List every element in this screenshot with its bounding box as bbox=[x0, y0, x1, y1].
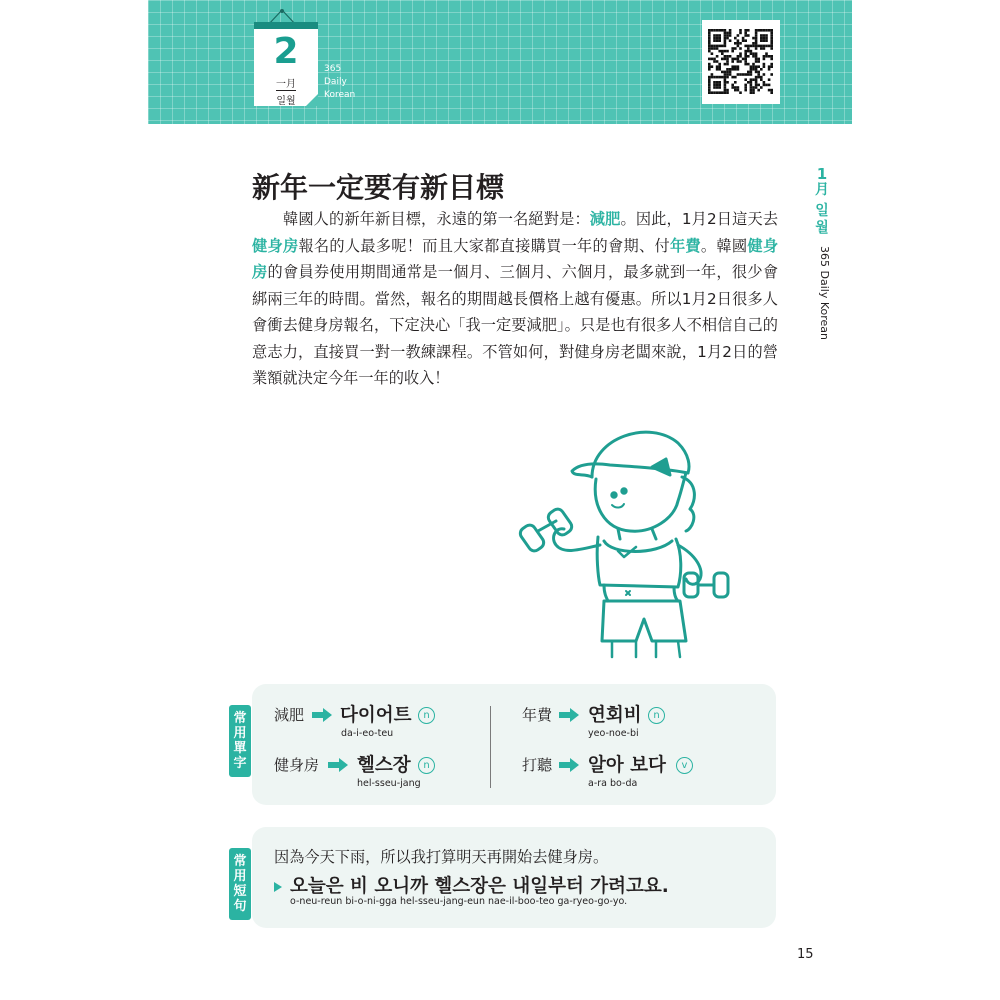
calendar-weekday: 일월 bbox=[276, 96, 296, 107]
vocab-box bbox=[252, 684, 776, 805]
vocab-korean: 다이어트 bbox=[340, 705, 412, 726]
calendar-page-fold bbox=[306, 94, 318, 106]
calendar-divider bbox=[276, 90, 296, 91]
vocab-chinese: 減肥 bbox=[274, 706, 305, 724]
calendar-icon bbox=[254, 22, 318, 106]
arrow-right-icon bbox=[558, 758, 580, 772]
qr-code[interactable] bbox=[702, 20, 780, 104]
vocab-tag bbox=[229, 705, 251, 777]
highlighted-keyword: 減肥 bbox=[589, 210, 621, 228]
side-weekday-char: 일 bbox=[815, 203, 829, 219]
body-text-segment: 韓國人的新年新目標，永遠的第一名絕對是： bbox=[283, 210, 590, 228]
part-of-speech-badge: n bbox=[418, 707, 435, 724]
tag-char: 字 bbox=[233, 756, 247, 771]
phrase-chinese: 因為今天下雨，所以我打算明天再開始去健身房。 bbox=[274, 848, 609, 866]
tag-char: 常 bbox=[233, 711, 247, 726]
vocab-chinese: 打聽 bbox=[522, 756, 553, 774]
highlighted-keyword: 年費 bbox=[669, 236, 701, 255]
body-text-segment: 。韓國 bbox=[700, 236, 748, 255]
vocab-chinese: 健身房 bbox=[274, 756, 320, 774]
vocab-divider bbox=[490, 706, 491, 788]
vocab-romanization: yeo-noe-bi bbox=[588, 728, 639, 739]
page-number: 15 bbox=[797, 947, 814, 962]
phrase-tag bbox=[229, 848, 251, 920]
calendar-day: 2 bbox=[273, 31, 299, 72]
highlighted-keyword: 健身房 bbox=[252, 236, 779, 281]
header-caption bbox=[324, 63, 355, 102]
body-text-segment: 的會員券使用期間通常是一個月、三個月、六個月，最多就到一年，很少會綁兩三年的時間。當然，報名的期間越長價格上越有優惠。所以1月2日很多人會衝去健身房報名，下定決心「我一定要減肥」。只是也有很多人不相信自己的意志力，直接買一對一教練課程。不管如何，對健身房老闆來說，1月2日的營業額就決定今年一年的收入！ bbox=[252, 263, 779, 387]
tag-char: 句 bbox=[233, 899, 247, 914]
tag-char: 用 bbox=[233, 726, 247, 741]
highlighted-keyword: 健身房 bbox=[252, 236, 299, 255]
vocab-korean: 연회비 bbox=[588, 705, 642, 726]
workout-girl-illustration bbox=[500, 405, 760, 665]
arrow-right-icon bbox=[558, 708, 580, 722]
side-month-char: 月 bbox=[815, 182, 829, 198]
vocab-korean: 알아 보다 bbox=[588, 755, 666, 776]
part-of-speech-badge: v bbox=[676, 757, 693, 774]
header-band bbox=[148, 0, 852, 124]
tag-char: 短 bbox=[233, 884, 247, 899]
tag-char: 常 bbox=[233, 854, 247, 869]
tag-char: 用 bbox=[233, 869, 247, 884]
vocab-romanization: a-ra bo-da bbox=[588, 778, 638, 789]
body-paragraph bbox=[252, 206, 778, 392]
arrow-right-icon bbox=[311, 708, 333, 722]
part-of-speech-badge: n bbox=[418, 757, 435, 774]
side-english-label: 365 Daily Korean bbox=[818, 246, 831, 340]
play-triangle-icon bbox=[274, 882, 282, 892]
caption-line: 365 bbox=[324, 64, 342, 74]
tag-char: 單 bbox=[233, 741, 247, 756]
side-weekday-char: 월 bbox=[815, 220, 829, 236]
calendar-bar bbox=[254, 22, 318, 29]
caption-line: Daily bbox=[324, 77, 347, 87]
vocab-romanization: da-i-eo-teu bbox=[341, 728, 394, 739]
side-label bbox=[812, 166, 832, 237]
vocab-korean: 헬스장 bbox=[357, 755, 411, 776]
phrase-romanization: o-neu-reun bi-o-ni-gga hel-sseu-jang-eun nae-il-boo-teo ga-ryeo-go-yo. bbox=[290, 896, 628, 907]
part-of-speech-badge: n bbox=[648, 707, 665, 724]
phrase-korean: 오늘은 비 오니까 헬스장은 내일부터 가려고요. bbox=[290, 876, 669, 897]
vocab-chinese: 年費 bbox=[522, 706, 553, 724]
caption-line: Korean bbox=[324, 90, 356, 100]
body-text-segment: 。因此，1月2日這天去 bbox=[620, 210, 779, 228]
body-text-segment: 報名的人最多呢！而且大家都直接購買一年的會期、付 bbox=[298, 236, 670, 255]
arrow-right-icon bbox=[327, 758, 349, 772]
page-title: 新年一定要有新目標 bbox=[252, 171, 505, 204]
calendar-month: 一月 bbox=[276, 79, 296, 90]
vocab-romanization: hel-sseu-jang bbox=[357, 778, 421, 789]
side-month-number: 1 bbox=[816, 165, 828, 183]
